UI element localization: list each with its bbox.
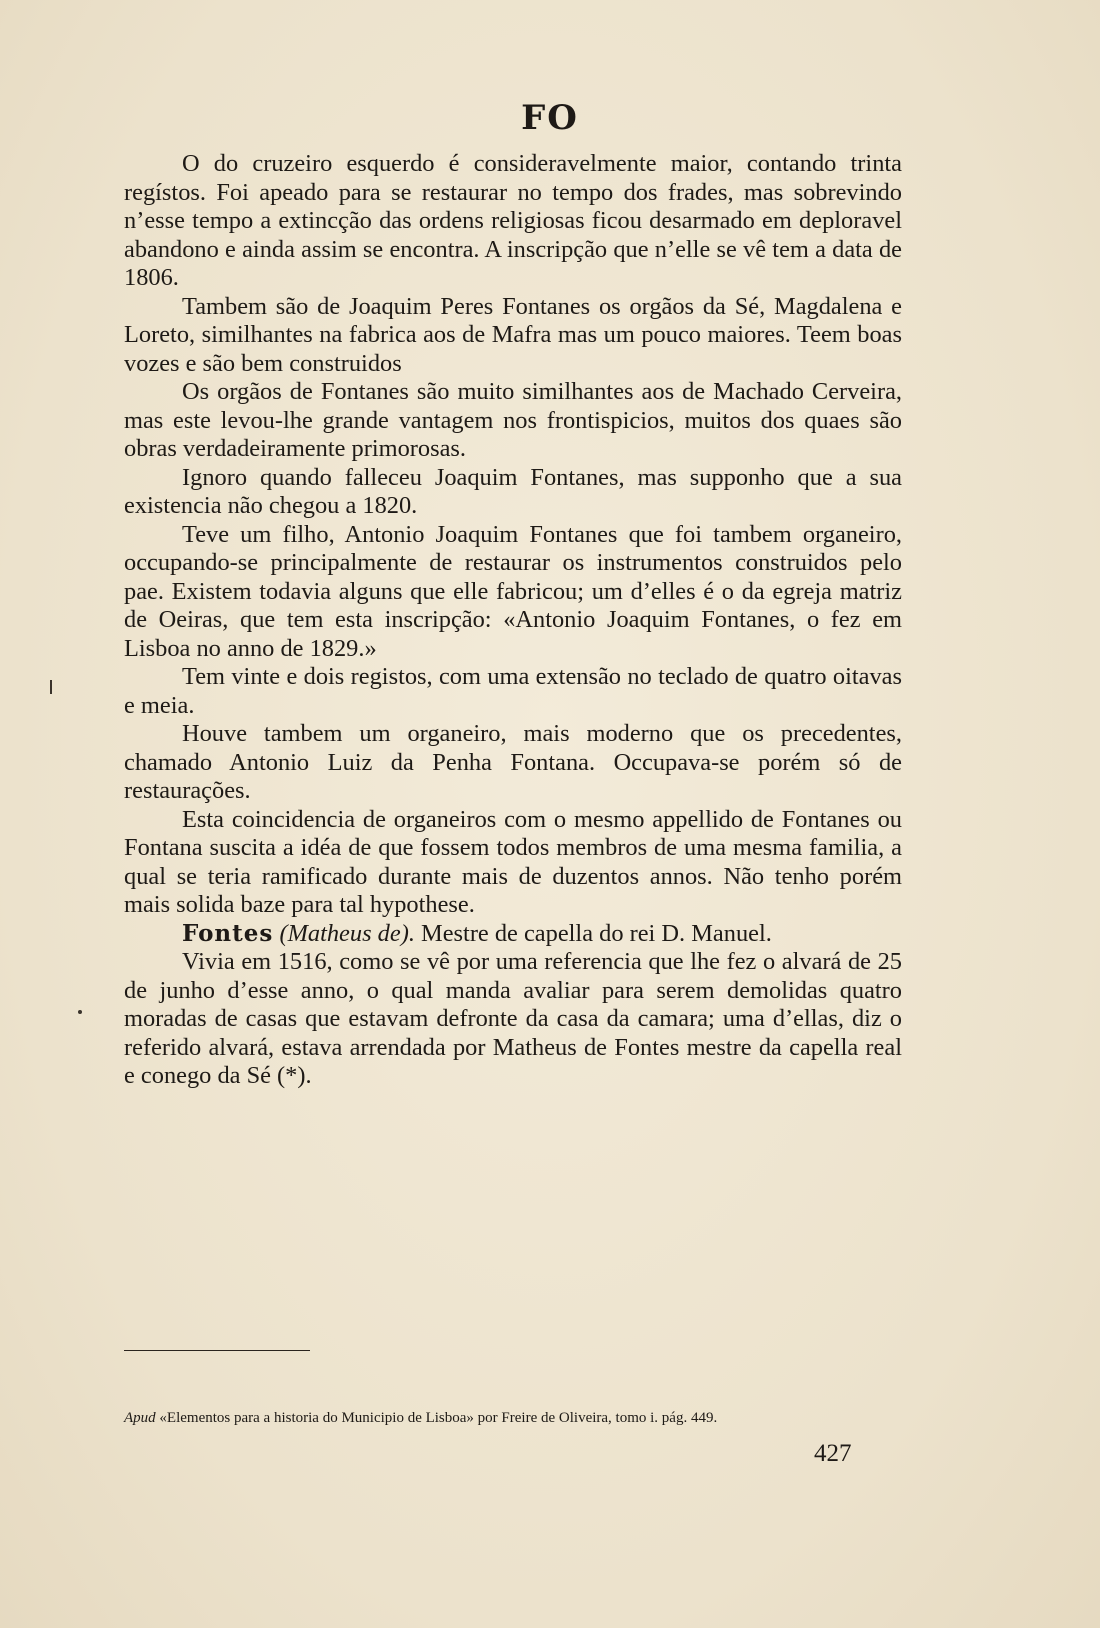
paragraph: Esta coincidencia de organeiros com o mesmo appellido de Fontanes ou Fontana suscita a idéa de que fossem todos membros de uma mesma familia, a qual se teria ramificado durante mais de duzentos annos. Não tenho porém mais solida baze para tal hypothese. — [124, 805, 902, 918]
footnote — [124, 1406, 902, 1430]
paragraph: Tambem são de Joaquim Peres Fontanes os orgãos da Sé, Magdalena e Loreto, similhantes na fabrica aos de Mafra mas um pouco maiores. Teem boas vozes e são bem construidos — [124, 292, 902, 377]
paragraph: Os orgãos de Fontanes são muito similhantes aos de Machado Cerveira, mas este levou-lhe grande vantagem nos frontispicios, muitos dos quaes são obras verdadeiramente primorosas. — [124, 378, 902, 462]
footnote-apud: Apud — [124, 1410, 156, 1426]
paragraph: Teve um filho, Antonio Joaquim Fontanes que foi tambem organeiro, occupando-se principalmente de restaurar os instrumentos construidos pelo pae. Existem todavia alguns que elle fabricou; um d’elles é o da egreja matriz de Oeiras, que tem esta inscripção: «Antonio Joaquim Fontanes, o fez em Lisboa no anno de 1829.» — [124, 520, 902, 662]
main-text — [124, 150, 902, 1091]
paragraph: Houve tambem um organeiro, mais moderno que os precedentes, chamado Antonio Luiz da Penha Fontana. Occupava-se porém só de restaurações. — [124, 720, 902, 804]
paragraph: Tem vinte e dois registos, com uma extensão no teclado de quatro oitavas e meia. — [124, 663, 902, 719]
margin-mark — [50, 680, 52, 694]
entry-description: Mestre de capella do rei D. Manuel. — [421, 919, 772, 947]
paragraph: Vivia em 1516, como se vê por uma referencia que lhe fez o alvará de 25 de junho d’esse anno, o qual manda avaliar para serem demolidas quatro moradas de casas que estavam defronte da casa da camara; uma d’ellas, diz o referido alvará, estava arrendada por Matheus de Fontes mestre da capella real e conego da Sé (*). — [124, 948, 902, 1089]
margin-mark — [78, 1010, 82, 1014]
page-number: 427 — [814, 1440, 852, 1467]
footnote-rule — [124, 1350, 310, 1351]
paragraph: O do cruzeiro esquerdo é consideravelmente maior, contando trinta regístos. Foi apeado para se restaurar no tempo dos frades, mas sobrevindo n’esse tempo a extincção das ordens religiosas ficou desarmado em deploravel abandono e ainda assim se encontra. A inscripção que n’elle se vê tem a data de 1806. — [124, 150, 902, 291]
entry-paragraph — [124, 920, 902, 949]
footnote-text: «Elementos para a historia do Municipio de Lisboa» por Freire de Oliveira, tomo i. pág. 449. — [159, 1410, 718, 1426]
entry-name: (Matheus de). — [279, 919, 415, 947]
entry-headword: Fontes — [182, 919, 274, 947]
paragraph: Ignoro quando falleceu Joaquim Fontanes, mas supponho que a sua existencia não chegou a 1820. — [124, 463, 902, 519]
running-header: FO — [521, 98, 579, 138]
